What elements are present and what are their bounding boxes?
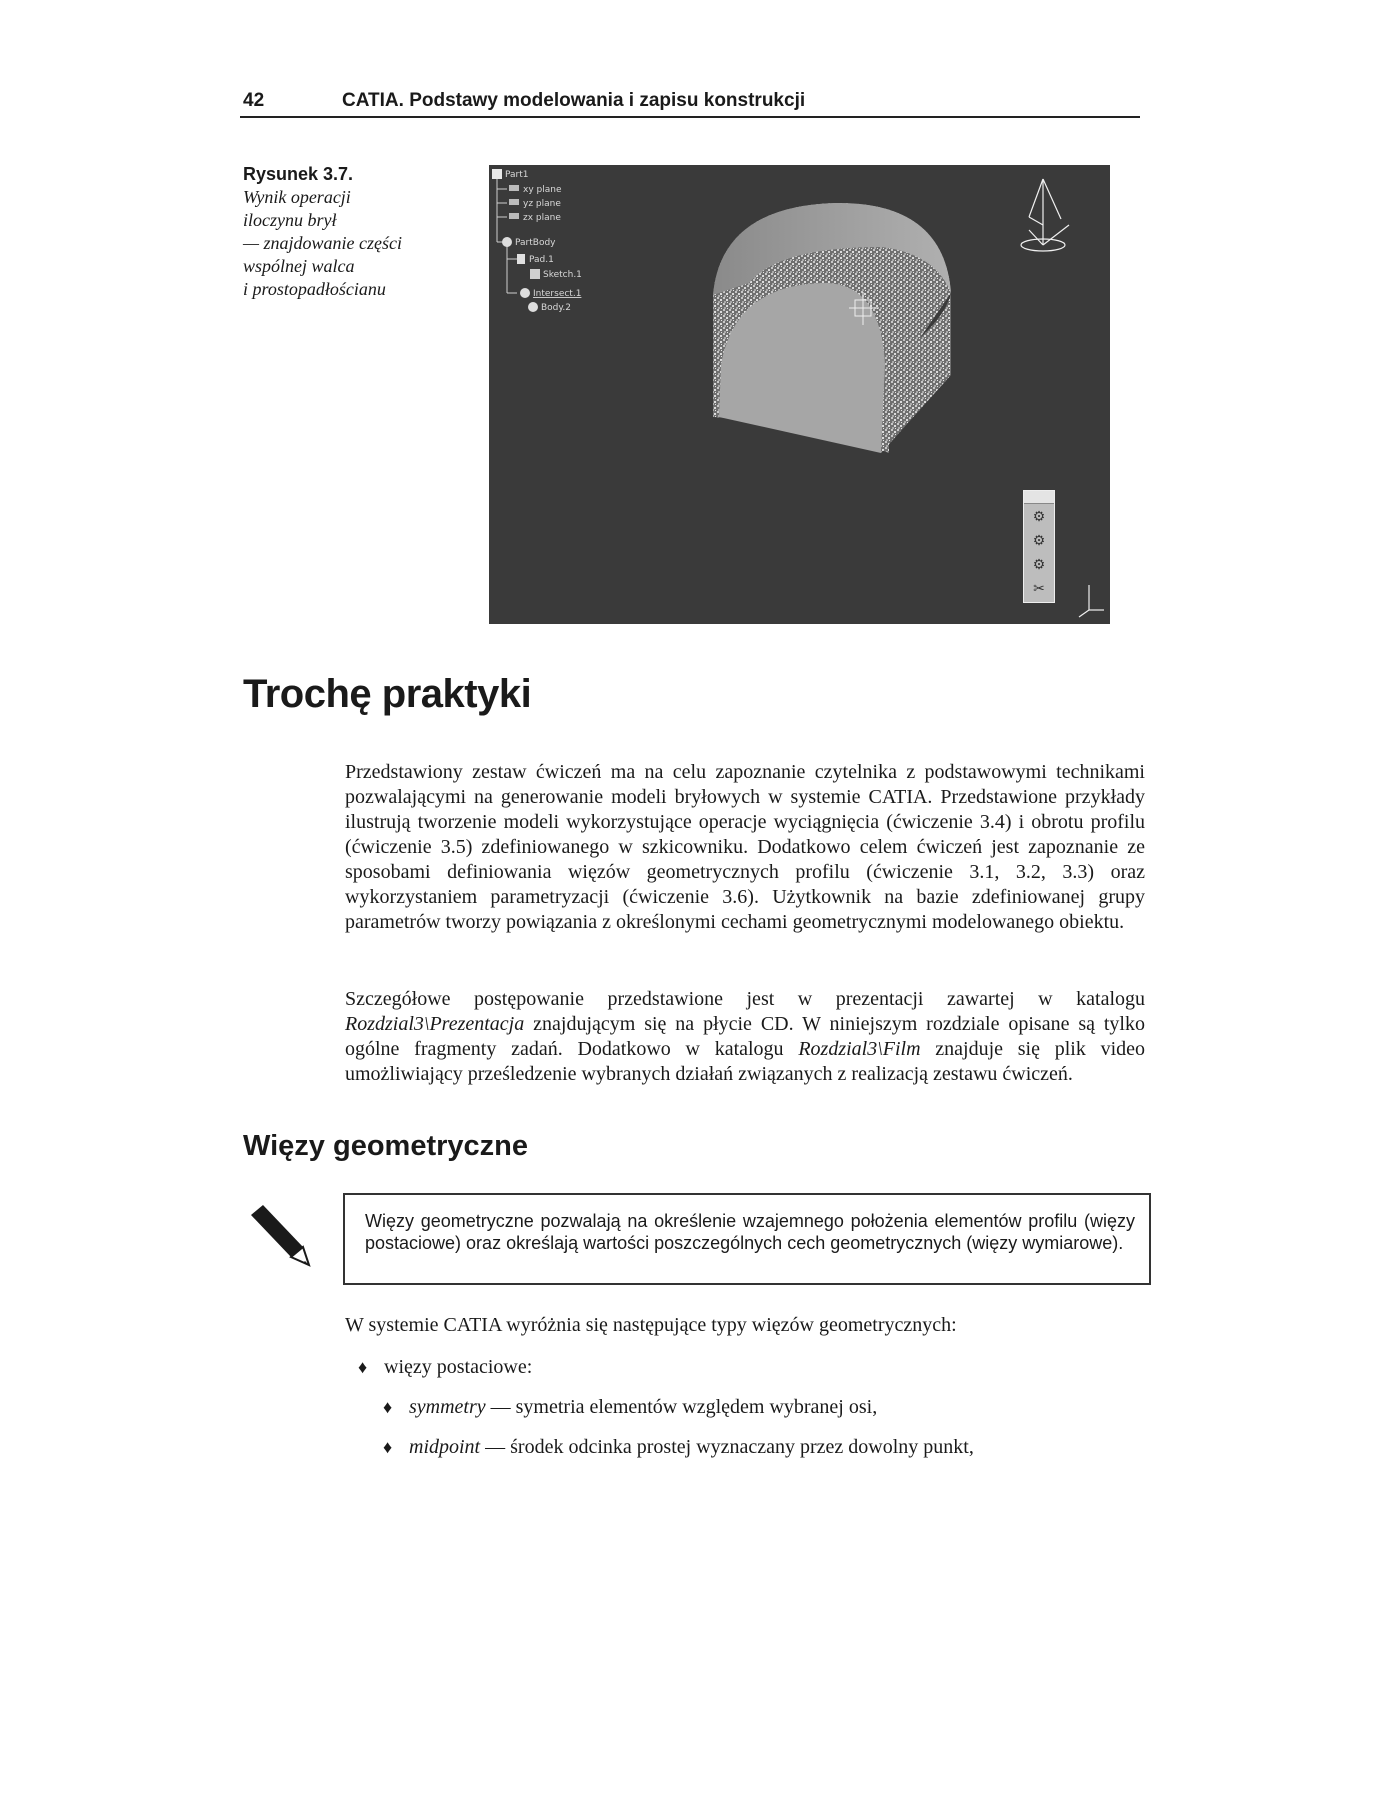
list-item-term: symmetry [409,1396,486,1418]
list-item-text: — środek odcinka prostej wyznaczany przez dowolny punkt, [480,1436,974,1458]
tree-label: Intersect.1 [533,289,582,299]
list-item [358,1355,532,1380]
folder-path: Rozdzial3\Prezentacja [345,1013,525,1035]
remove-tool-icon[interactable]: ⚙ [1032,534,1046,549]
diamond-bullet-icon: ♦ [383,1437,393,1457]
tree-label: Part1 [505,170,529,180]
folder-path: Rozdzial3\Film [798,1038,921,1060]
model-view [489,165,1110,624]
caption-line: iloczynu brył [243,210,337,230]
paragraph-text: znajdującym się na płycie CD. W niniejszym rozdziale opisane są tylko ogólne fragmenty zadań. Dodatkowo w katalogu [345,1013,1145,1060]
union-tool-icon[interactable]: ⚙ [1032,510,1046,525]
paragraph-text: Szczegółowe postępowanie przedstawione jest w prezentacji zawartej w katalogu [345,988,1145,1010]
book-title: CATIA. Podstawy modelowania i zapisu konstrukcji [342,90,806,111]
intersect-icon [520,288,530,298]
trim-tool-icon[interactable]: ✂ [1033,582,1045,597]
plane-icon [509,213,519,219]
caption-line: — znajdowanie części [243,233,402,253]
tool-palette [1023,490,1055,603]
list-item [383,1395,877,1420]
intro-paragraph: Przedstawiony zestaw ćwiczeń ma na celu zapoznanie czytelnika z podstawowymi technikami pozwalającymi na generowanie modeli bryłowych w systemie CATIA. Przedstawione przykłady ilustrują tworzenie modeli wykorzystujące operacje wyciągnięcia (ćwiczenie 3.4) i obrotu profilu (ćwiczenie 3.5) zdefiniowanego w szkicowniku. Dodatkowo celem ćwiczeń jest zapoznanie ze sposobami definiowania więzów geometrycznych profilu (ćwiczenie 3.1, 3.2, 3.3) oraz wykorzystaniem parametryzacji (ćwiczenie 3.6). Użytkownik na bazie zdefiniowanej grupy parametrów tworzy powiązania z określonymi cechami geometrycznymi modelowanego obiektu. [345,761,1145,933]
axis-triad-icon [1079,585,1104,617]
tree-label: xy plane [523,185,562,195]
plane-icon [509,199,519,205]
note-text: Więzy geometryczne pozwalają na określenie wzajemnego położenia elementów profilu (więzy postaciowe) oraz określają wartości poszczególnych cech geometrycznych (więzy wymiarowe). [365,1211,1135,1253]
list-item-text: więzy postaciowe: [384,1356,533,1378]
tree-label: Sketch.1 [543,270,582,280]
caption-line: Wynik operacji [243,187,351,207]
list-item [383,1435,974,1460]
types-intro: W systemie CATIA wyróżnia się następujące typy więzów geometrycznych: [345,1314,957,1336]
caption-line: wspólnej walca [243,256,355,276]
page-number: 42 [243,90,265,111]
diamond-bullet-icon: ♦ [358,1357,368,1377]
diamond-bullet-icon: ♦ [383,1397,393,1417]
section-title: Trochę praktyki [243,672,532,716]
caption-line: i prostopadłościanu [243,279,386,299]
tree-label: Pad.1 [529,255,554,265]
tree-lines [497,175,517,293]
plane-icon [509,185,519,191]
tree-label: PartBody [515,238,556,248]
tree-label: yz plane [523,199,561,209]
body-icon [528,302,538,312]
list-item-term: midpoint [409,1436,481,1458]
sketch-icon [530,269,540,279]
palette-title-bar[interactable] [1024,491,1054,504]
body-icon [502,237,512,247]
tree-label: zx plane [523,213,561,223]
tree-label: Body.2 [541,303,572,313]
catia-screenshot [489,165,1110,624]
running-header [240,90,1140,118]
subsection-title: Więzy geometryczne [243,1130,529,1162]
details-paragraph [345,987,1145,1087]
note-box [343,1193,1151,1285]
paragraph-text: znajduje się plik video umożliwiający prześledzenie wybranych działań związanych z realizacją zestawu ćwiczeń. [345,1038,1145,1085]
intersect-tool-icon[interactable]: ⚙ [1032,558,1046,573]
part-icon [492,169,502,179]
pencil-icon [247,1203,313,1269]
figure-caption [243,163,443,301]
figure-label: Rysunek 3.7. [243,164,354,184]
view-compass-icon [1021,179,1069,251]
list-item-text: — symetria elementów względem wybranej osi, [485,1396,878,1418]
pad-icon [517,254,525,264]
